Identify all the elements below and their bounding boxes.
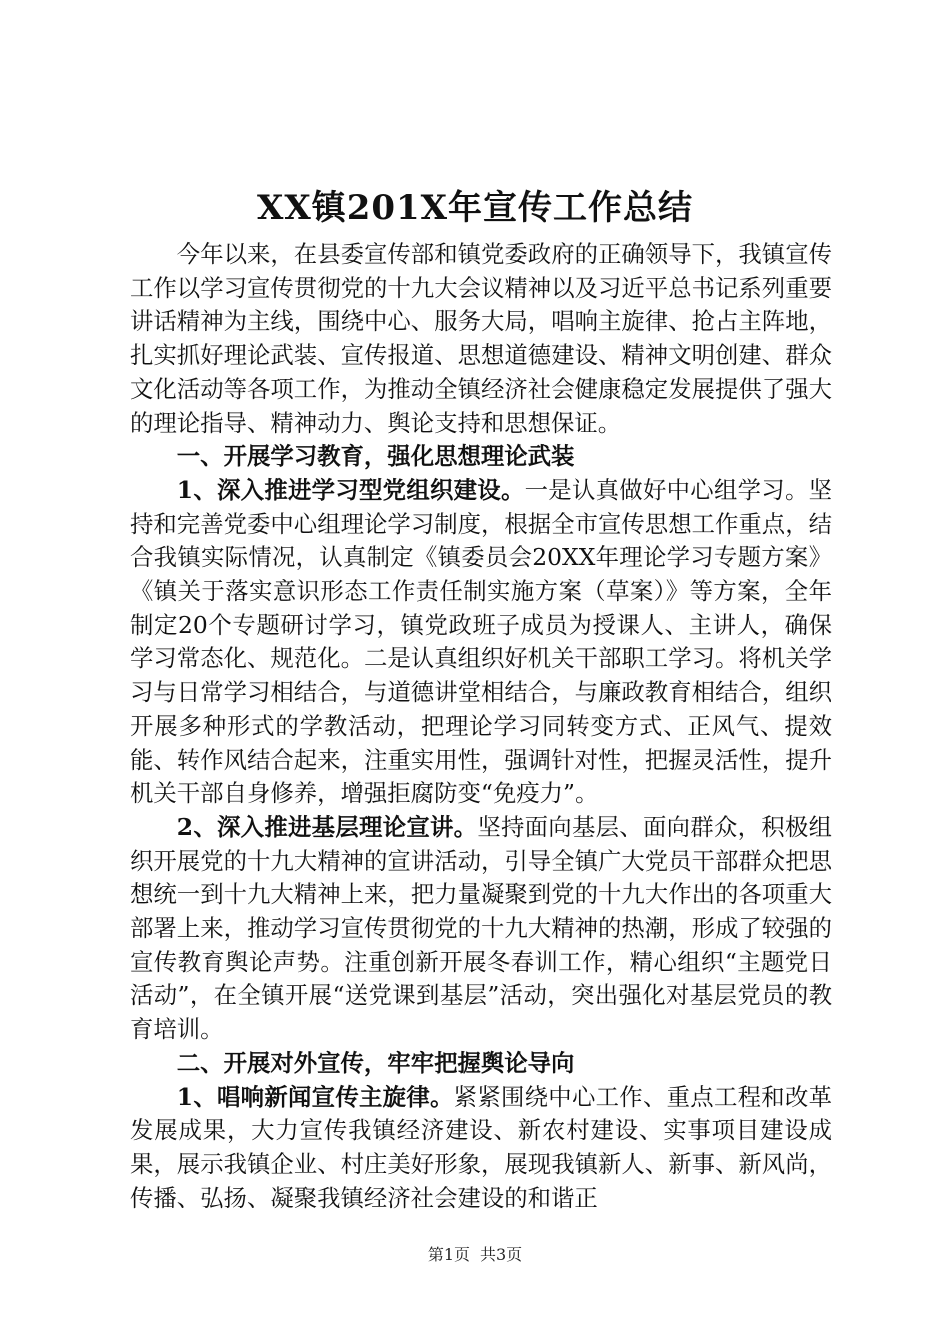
paragraph [130, 811, 832, 1047]
paragraph-lead: 2、深入推进基层理论宣讲。 [176, 812, 478, 841]
paragraph-lead: 1、唱响新闻宣传主旋律。 [176, 1082, 454, 1111]
paragraph [130, 474, 832, 811]
section-heading: 二、开展对外宣传，牢牢把握舆论导向 [176, 1048, 575, 1077]
paragraph-text: 一是认真做好中心组学习。坚持和完善党委中心组理论学习制度，根据全市宣传思想工作重点，结合我镇实际情况，认真制定《镇委员会20XX年理论学习专题方案》《镇关于落实意识形态工作责任制实施方案（草案）》等方案，全年制定20个专题研讨学习，镇党政班子成员为授课人、主讲人，确保学习常态化、规范化。二是认真组织好机关干部职工学习。将机关学习与日常学习相结合，与道德讲堂相结合，与廉政教育相结合，组织开展多种形式的学教活动，把理论学习同转变方式、正风气、提效能、转作风结合起来，注重实用性，强调针对性，把握灵活性，提升机关干部自身修养，增强拒腐防变“免疫力”。 [130, 475, 832, 808]
page-title: XX镇201X年宣传工作总结 [256, 188, 694, 228]
paragraph-lead: 1、深入推进学习型党组织建设。 [176, 475, 525, 504]
page-total: 共3页 [480, 1245, 523, 1264]
paragraph [130, 1081, 832, 1216]
page-number: 第1页 [427, 1245, 470, 1264]
intro-paragraph: 今年以来，在县委宣传部和镇党委政府的正确领导下，我镇宣传工作以学习宣传贯彻党的十九大会议精神以及习近平总书记系列重要讲话精神为主线，围绕中心、服务大局，唱响主旋律、抢占主阵地，扎实抓好理论武装、宣传报道、思想道德建设、精神文明创建、群众文化活动等各项工作，为推动全镇经济社会健康稳定发展提供了强大的理论指导、精神动力、舆论支持和思想保证。 [130, 240, 832, 437]
paragraph-text: 坚持面向基层、面向群众，积极组织开展党的十九大精神的宣讲活动，引导全镇广大党员干部群众把思想统一到十九大精神上来，把力量凝聚到党的十九大作出的各项重大部署上来，推动学习宣传贯彻党的十九大精神的热潮，形成了较强的宣传教育舆论声势。注重创新开展冬春训工作，精心组织“主题党日活动”，在全镇开展“送党课到基层”活动，突出强化对基层党员的教育培训。 [130, 812, 832, 1044]
paragraph-text: 紧紧围绕中心工作、重点工程和改革发展成果，大力宣传我镇经济建设、新农村建设、实事项目建设成果，展示我镇企业、村庄美好形象，展现我镇新人、新事、新风尚，传播、弘扬、凝聚我镇经济社会建设的和谐正 [130, 1082, 833, 1212]
section-heading: 一、开展学习教育，强化思想理论武装 [176, 442, 575, 471]
document-body [130, 238, 832, 1215]
page-footer [0, 1244, 950, 1266]
